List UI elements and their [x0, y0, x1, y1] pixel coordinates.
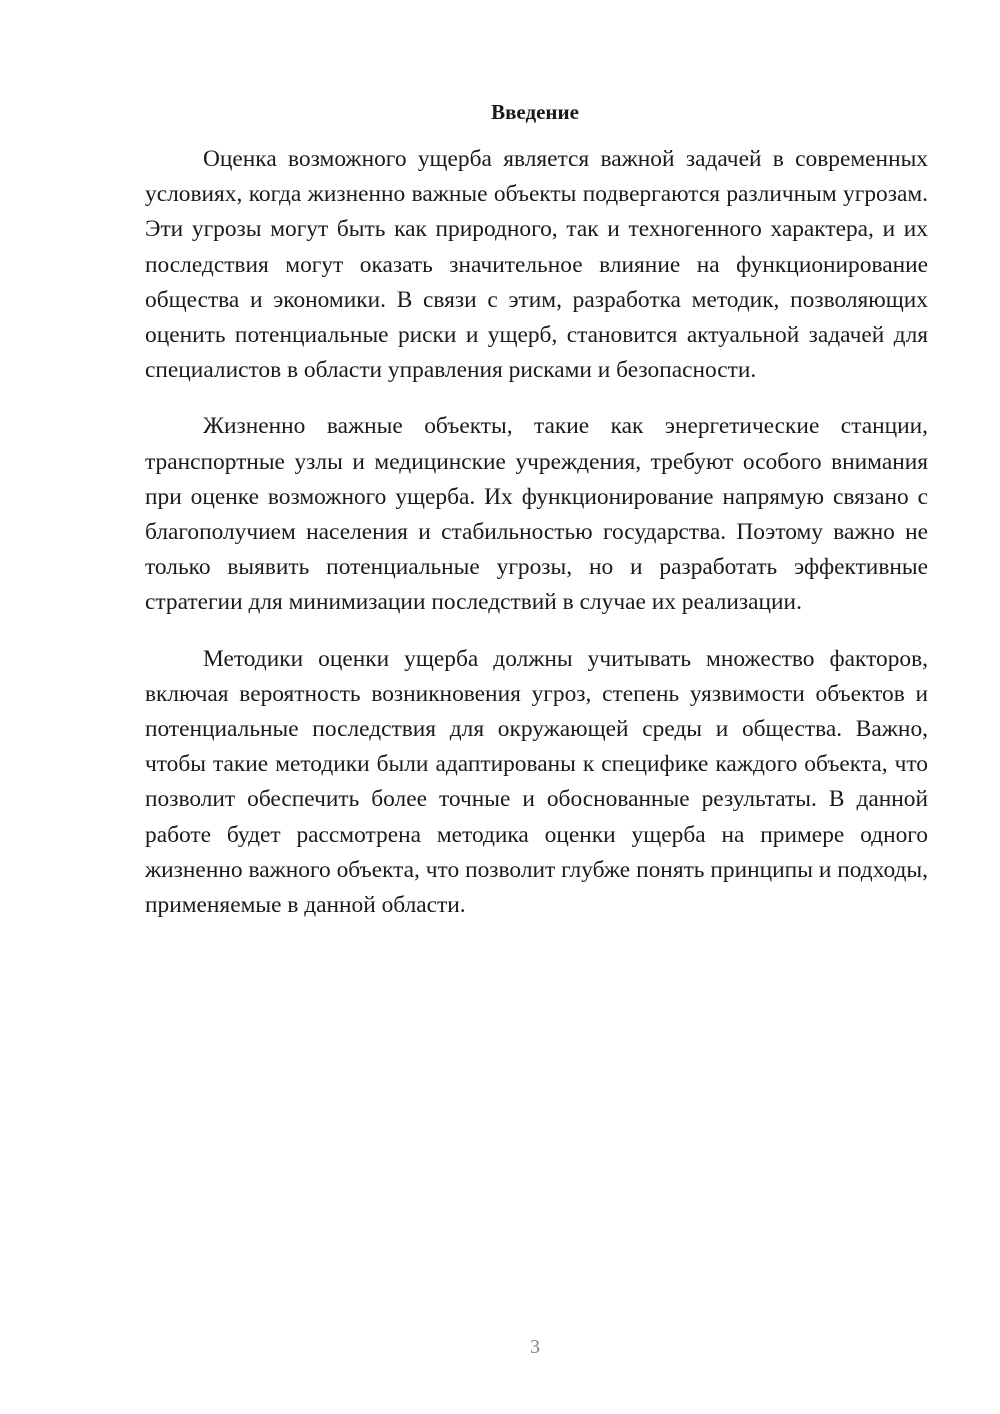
paragraph-2: Жизненно важные объекты, такие как энергетические станции, транспортные узлы и медицинские учреждения, требуют особого внимания при оценке возможного ущерба. Их функционирование напрямую связано с благополучием населения и стабильностью государства. Поэтому важно не только выявить потенциальные угрозы, но и разработать эффективные стратегии для минимизации последствий в случае их реализации. — [145, 413, 928, 616]
page-title: Введение — [491, 100, 579, 124]
paragraph-3: Методики оценки ущерба должны учитывать множество факторов, включая вероятность возникновения угроз, степень уязвимости объектов и потенциальные последствия для окружающей среды и общества. Важно, чтобы такие методики были адаптированы к специфике каждого объекта, что позволит обеспечить более точные и обоснованные результаты. В данной работе будет рассмотрена методика оценки ущерба на примере одного жизненно важного объекта, что позволит глубже понять принципы и подходы, применяемые в данной области. — [145, 645, 928, 919]
page-number: 3 — [530, 1336, 540, 1358]
document-body — [145, 142, 928, 944]
paragraph-1: Оценка возможного ущерба является важной задачей в современных условиях, когда жизненно важные объекты подвергаются различным угрозам. Эти угрозы могут быть как природного, так и техногенного характера, и их последствия могут оказать значительное влияние на функционирование общества и экономики. В связи с этим, разработка методик, позволяющих оценить потенциальные риски и ущерб, становится актуальной задачей для специалистов в области управления рисками и безопасности. — [145, 146, 928, 384]
